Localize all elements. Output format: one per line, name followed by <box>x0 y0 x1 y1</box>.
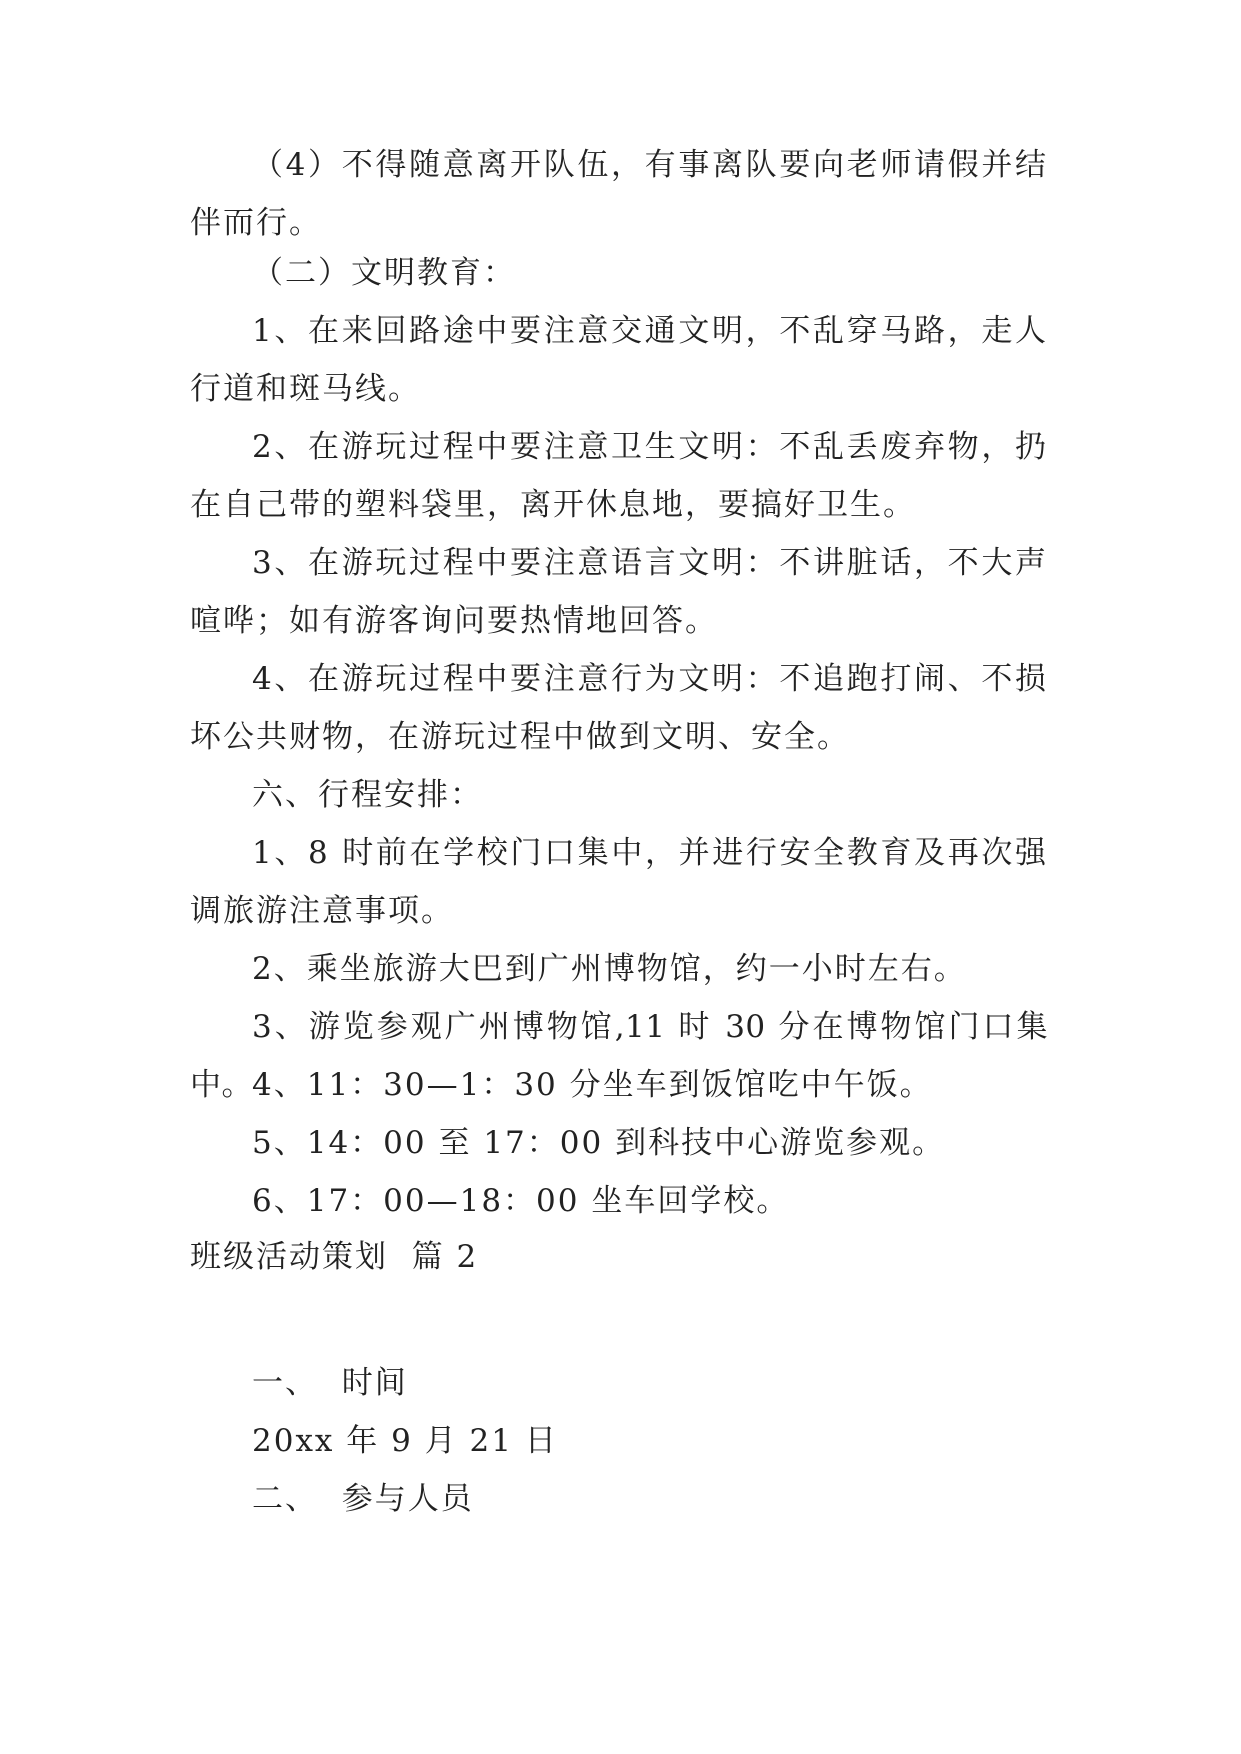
paragraph-civility-2: 2、在游玩过程中要注意卫生文明：不乱丢废弃物，扔在自己带的塑料袋里，离开休息地，要搞好卫生。 <box>190 429 1048 523</box>
section-title: 班级活动策划 篇 2 <box>190 1239 479 1275</box>
paragraph-rule-4: （4）不得随意离开队伍，有事离队要向老师请假并结伴而行。 <box>190 147 1048 241</box>
section2-item1-value: 20xx 年 9 月 21 日 <box>252 1423 558 1459</box>
paragraph-schedule-2: 2、乘坐旅游大巴到广州博物馆，约一小时左右。 <box>252 951 967 987</box>
section2-item2-heading: 二、 参与人员 <box>252 1481 474 1517</box>
paragraph-schedule-5: 5、14：00 至 17：00 到科技中心游览参观。 <box>252 1125 946 1161</box>
paragraph-schedule-heading: 六、行程安排： <box>252 777 483 813</box>
paragraph-schedule-1: 1、8 时前在学校门口集中，并进行安全教育及再次强调旅游注意事项。 <box>190 835 1048 929</box>
paragraph-civility-3: 3、在游玩过程中要注意语言文明：不讲脏话，不大声喧哗；如有游客询问要热情地回答。 <box>190 545 1048 639</box>
paragraph-schedule-3: 3、游览参观广州博物馆,11 时 30 分在博物馆门口集中。 <box>190 1009 1048 1103</box>
section2-item1-heading: 一、 时间 <box>252 1365 408 1401</box>
paragraph-civility-4: 4、在游玩过程中要注意行为文明：不追跑打闹、不损坏公共财物，在游玩过程中做到文明、安全。 <box>190 661 1048 755</box>
paragraph-civility-1: 1、在来回路途中要注意交通文明，不乱穿马路，走人行道和斑马线。 <box>190 313 1048 407</box>
paragraph-schedule-4: 4、11：30—1：30 分坐车到饭馆吃中午饭。 <box>252 1067 933 1103</box>
paragraph-civility-heading: （二）文明教育： <box>252 255 516 291</box>
paragraph-schedule-6: 6、17：00—18：00 坐车回学校。 <box>252 1183 790 1219</box>
